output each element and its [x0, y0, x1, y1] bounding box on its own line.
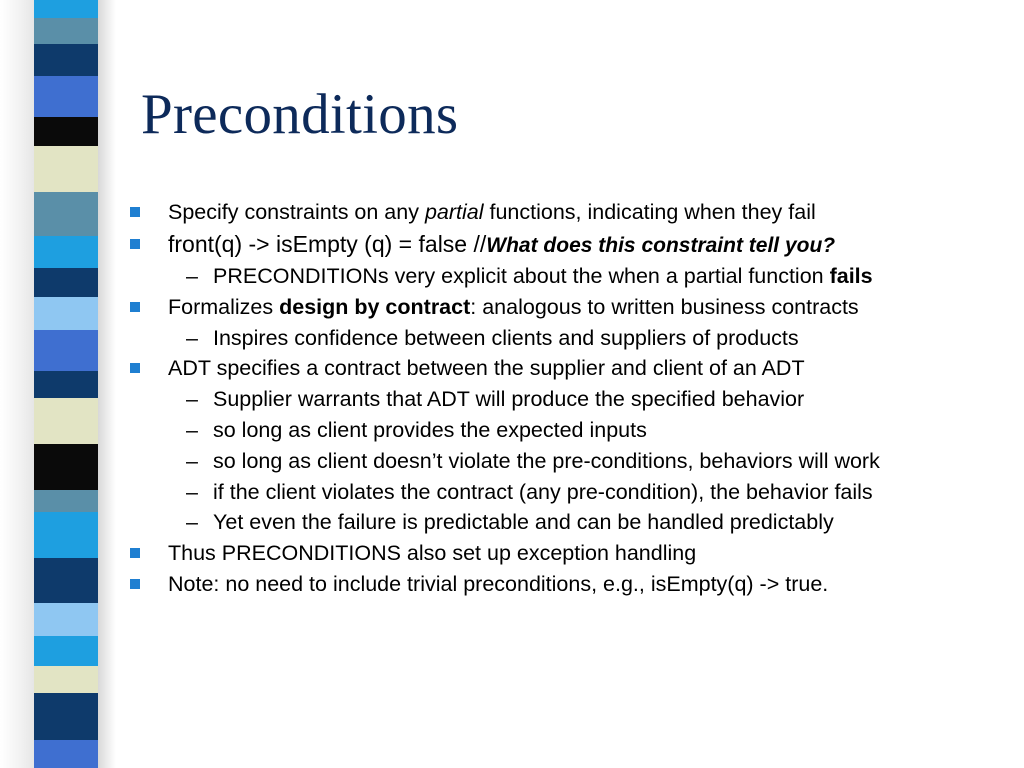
- bullet-text: so long as client provides the expected inputs: [213, 418, 647, 442]
- dash-bullet-icon: –: [186, 480, 198, 504]
- sub-bullet-item: [186, 448, 880, 474]
- sub-bullet-item: [186, 263, 873, 289]
- bullet-text: Specify constraints on any: [168, 200, 425, 224]
- bullet-item: [168, 540, 696, 566]
- bullet-emphasis: What does this constraint tell you?: [486, 234, 836, 257]
- bullet-item: [168, 231, 835, 259]
- bullet-text: Inspires confidence between clients and suppliers of products: [213, 326, 799, 350]
- dash-bullet-icon: –: [186, 418, 198, 442]
- square-bullet-icon: [130, 579, 140, 589]
- bullet-text: so long as client doesn’t violate the pre-conditions, behaviors will work: [213, 449, 880, 473]
- bullet-item: [168, 571, 828, 597]
- bullet-item: [168, 294, 859, 320]
- bullet-text: ADT specifies a contract between the supplier and client of an ADT: [168, 356, 805, 380]
- bullet-item: [168, 199, 816, 225]
- bullet-text: Yet even the failure is predictable and can be handled predictably: [213, 510, 834, 534]
- bullet-emphasis: design by contract: [279, 295, 471, 319]
- bullet-text: Note: no need to include trivial preconditions, e.g., isEmpty(q) -> true.: [168, 572, 829, 596]
- sub-bullet-item: [186, 509, 834, 535]
- bullet-text: Supplier warrants that ADT will produce the specified behavior: [213, 387, 805, 411]
- dash-bullet-icon: –: [186, 326, 198, 350]
- bullet-text: PRECONDITIONs very explicit about the when a partial function: [213, 264, 830, 288]
- bullet-text: if the client violates the contract (any pre-condition), the behavior fails: [213, 480, 873, 504]
- bullet-emphasis: partial: [424, 200, 484, 224]
- square-bullet-icon: [130, 363, 140, 373]
- sub-bullet-item: [186, 479, 873, 505]
- dash-bullet-icon: –: [186, 510, 198, 534]
- bullet-text: functions, indicating when they fail: [483, 200, 816, 224]
- sub-bullet-item: [186, 417, 647, 443]
- sub-bullet-item: [186, 325, 799, 351]
- square-bullet-icon: [130, 302, 140, 312]
- slide-title: Preconditions: [141, 83, 459, 146]
- square-bullet-icon: [130, 207, 140, 217]
- bullet-text: Formalizes: [168, 295, 280, 319]
- square-bullet-icon: [130, 239, 140, 249]
- dash-bullet-icon: –: [186, 449, 198, 473]
- bullet-text: front(q) -> isEmpty (q) = false //: [168, 231, 487, 257]
- dash-bullet-icon: –: [186, 264, 198, 288]
- square-bullet-icon: [130, 548, 140, 558]
- dash-bullet-icon: –: [186, 387, 198, 411]
- bullet-emphasis: fails: [829, 264, 873, 288]
- bullet-text: Thus PRECONDITIONS also set up exception handling: [168, 541, 697, 565]
- bullet-text: : analogous to written business contracts: [470, 295, 859, 319]
- sub-bullet-item: [186, 386, 805, 412]
- bullet-item: [168, 355, 805, 381]
